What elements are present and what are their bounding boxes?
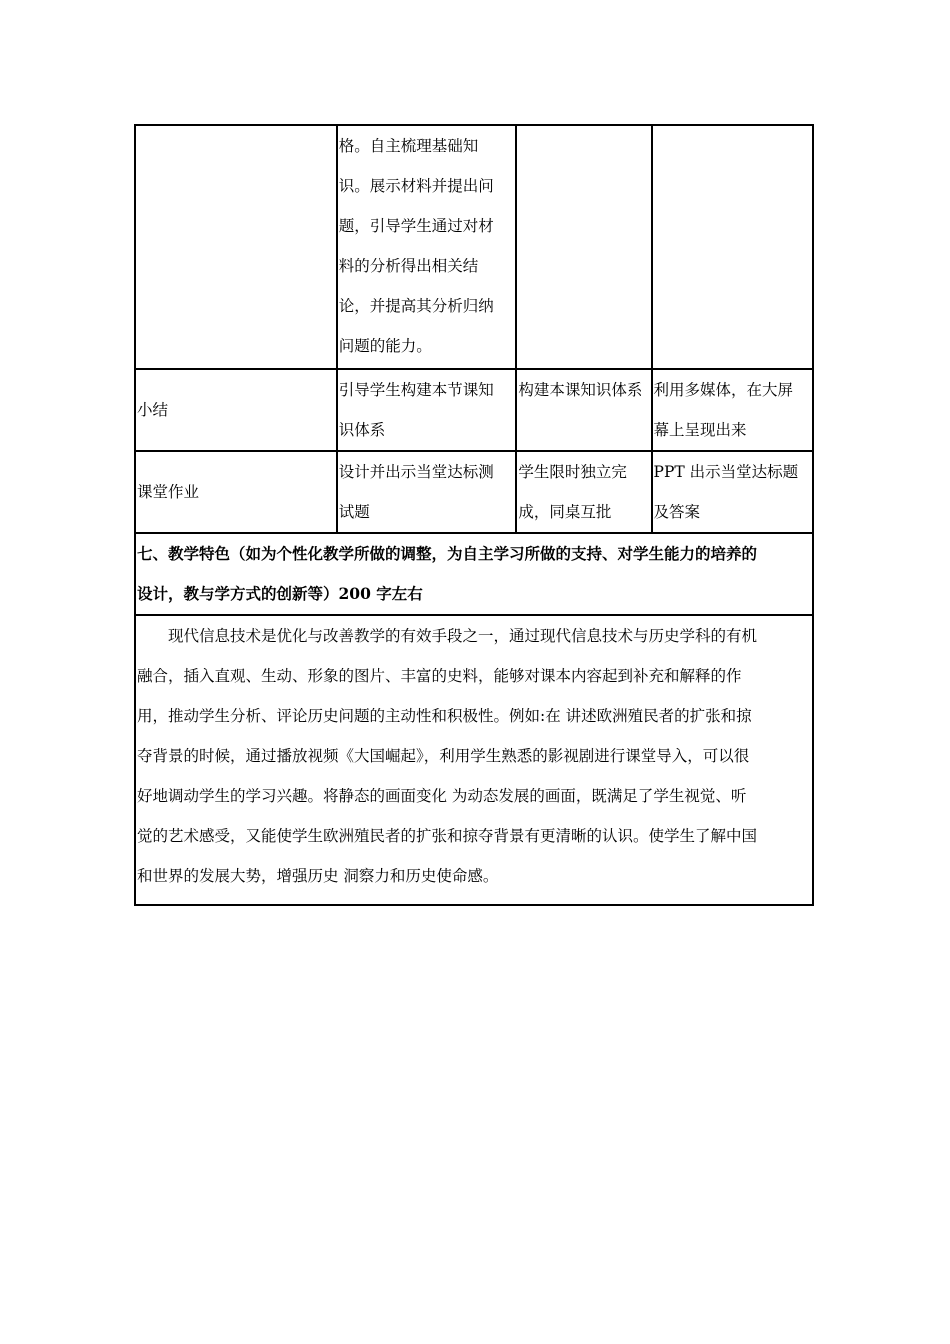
row-label-summary: 小结: [135, 369, 337, 451]
paragraph-line: 现代信息技术是优化与改善教学的有效手段之一，通过现代信息技术与历史学科的有机: [168, 627, 758, 645]
row2-media-cell: [652, 369, 813, 451]
text-line: 幕上呈现出来: [653, 421, 747, 439]
table-row: [135, 369, 813, 451]
paragraph-line: 觉的艺术感受，又能使学生欧洲殖民者的扩张和掠夺背景有更清晰的认识。使学生了解中国: [137, 827, 758, 845]
table-row: [135, 533, 813, 615]
text-line: 格。自主梳理基础知: [338, 137, 479, 155]
paragraph-line: 夺背景的时候，通过播放视频《大国崛起》，利用学生熟悉的影视剧进行课堂导入，可以很: [137, 747, 750, 765]
text-line: 利用多媒体，在大屏: [653, 381, 794, 399]
text-line: 试题: [338, 503, 370, 521]
row3-student-activity-cell: [516, 451, 651, 533]
text-line: 题，引导学生通过对材: [338, 217, 494, 235]
text-line: 料的分析得出相关结: [338, 257, 479, 275]
row1-col4-cell: [652, 125, 813, 369]
table-row: [135, 125, 813, 369]
lesson-plan-table: [134, 124, 814, 906]
row1-col1-cell: [135, 125, 337, 369]
text-line: 论，并提高其分析归纳: [338, 297, 494, 315]
text-line: 构建本课知识体系: [518, 381, 643, 399]
section7-heading: [135, 533, 813, 615]
section7-body: [135, 615, 813, 905]
text-line: 成，同桌互批: [518, 503, 612, 521]
text-line: 及答案: [653, 503, 701, 521]
text-line: 设计并出示当堂达标测: [338, 463, 494, 481]
text-line: 引导学生构建本节课知: [338, 381, 494, 399]
row3-teacher-activity-cell: [337, 451, 517, 533]
paragraph-line: 和世界的发展大势，增强历史 洞察力和历史使命感。: [137, 867, 499, 885]
text-line: PPT 出示当堂达标题: [653, 463, 799, 481]
text-line: 学生限时独立完: [518, 463, 627, 481]
heading-line: 七、教学特色（如为个性化教学所做的调整，为自主学习所做的支持、对学生能力的培养的: [137, 544, 758, 563]
row1-col3-cell: [516, 125, 651, 369]
row2-teacher-activity-cell: [337, 369, 517, 451]
row1-teacher-activity-cell: [337, 125, 517, 369]
table-row: [135, 615, 813, 905]
table-row: [135, 451, 813, 533]
text-line: 问题的能力。: [338, 337, 432, 355]
paragraph-line: 好地调动学生的学习兴趣。将静态的画面变化 为动态发展的画面，既满足了学生视觉、听: [137, 787, 747, 805]
paragraph-line: 用，推动学生分析、评论历史问题的主动性和积极性。例如:在 讲述欧洲殖民者的扩张和掠: [137, 707, 752, 725]
row3-media-cell: [652, 451, 813, 533]
paragraph-line: 融合，插入直观、生动、形象的图片、丰富的史料，能够对课本内容起到补充和解释的作: [137, 667, 742, 685]
heading-line: 设计，教与学方式的创新等）200 字左右: [137, 584, 423, 603]
row-label-homework: 课堂作业: [135, 451, 337, 533]
text-line: 识体系: [338, 421, 386, 439]
text-line: 识。展示材料并提出问: [338, 177, 494, 195]
row2-student-activity-cell: [516, 369, 651, 451]
